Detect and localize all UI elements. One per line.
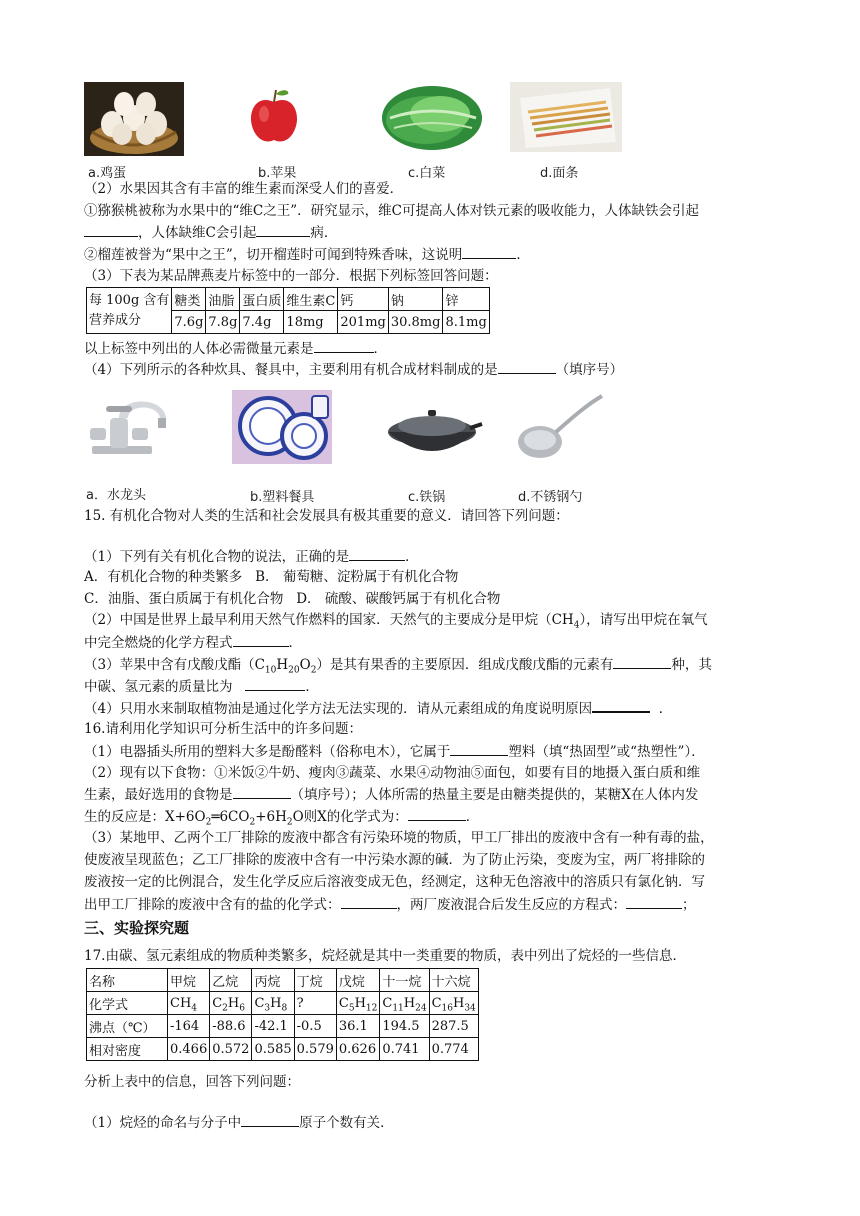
row-label: 沸点（℃） [87,1015,168,1038]
table-cell: 甲烷 [168,969,210,992]
answer-blank[interactable] [592,697,650,713]
cabbage-image [380,84,484,152]
faucet-image [84,388,180,462]
q17-title: 17.由碳、氢元素组成的物质种类繁多，烷烃就是其中一类重要的物质，表中列出了烷烃的一些信息． [84,948,686,964]
plastic-tableware-image [232,390,332,464]
alkane-row-densities [87,1038,479,1061]
q16-part2-line1: （2）现有以下食物：①米饭②牛奶、瘦肉③蔬菜、水果④动物油⑤面包，如要有目的地摄入蛋白质和维 [84,765,701,781]
answer-blank[interactable] [408,806,466,821]
food-caption-a: a.鸡蛋 [88,166,127,181]
q14-text: ． [373,341,387,357]
nutrient-name: 锌 [443,288,489,311]
table-cell: 戊烷 [336,969,379,992]
iron-wok-image [384,398,484,460]
q16-part3-line3: 废液按一定的比例混合，发生化学反应后溶液变成无色，经测定，这种无色溶液中的溶质只有氯化钠．写 [84,874,705,890]
q17-after-table: 分析上表中的信息，回答下列问题： [84,1074,300,1090]
table-cell: 0.774 [429,1038,478,1061]
table-cell: $C_2H_6$ [210,992,252,1015]
table-cell: $C_{16}H_{34}$ [429,992,478,1015]
table-cell: 0.585 [252,1038,294,1061]
nutrient-name: 蛋白质 [240,288,284,311]
q14-part2-line3 [84,244,530,265]
nutrient-value: 7.8g [206,311,240,334]
alkane-row-formulas [87,992,479,1015]
q15-part4: （4）只用水来制取植物油是通过化学方法无法实现的．请从元素组成的角度说明原因 ． [84,697,672,719]
nutrient-name: 钙 [338,288,388,311]
table-cell: -0.5 [294,1015,336,1038]
q15-text: ． [405,549,419,565]
answer-blank[interactable] [314,338,374,353]
answer-blank[interactable] [626,894,682,909]
row-label: 化学式 [87,992,168,1015]
nutrient-value: 30.8mg [388,311,443,334]
q16-part2-line3: 生的反应是：$X+6O_2═6CO_2+6H_2O$则X的化学式为： ． [84,806,479,827]
q15-title: 15. 有机化合物对人类的生活和社会发展具有极其重要的意义．请回答下列问题： [84,508,569,524]
answer-blank[interactable] [256,222,310,237]
q16-part1: （1）电器插头所用的塑料大多是酚醛料（俗称电木），它属于 塑料（填“热固型”或“热塑性”）． [84,741,705,762]
answer-blank[interactable] [450,741,508,756]
q16-part3-line1: （3）某地甲、乙两个工厂排除的废液中都含有污染环境的物质，甲工厂排出的废液中含有一种有毒的盐， [84,830,714,846]
nutrient-name: 钠 [388,288,443,311]
alkane-table [86,968,479,1061]
table-cell: ? [294,992,336,1015]
row-label: 相对密度 [87,1038,168,1061]
q14-text: 病． [310,225,338,241]
nutrient-value: 8.1mg [443,311,489,334]
table-cell: -164 [168,1015,210,1038]
table-cell: -88.6 [210,1015,252,1038]
q14-part2-line1 [84,201,699,221]
answer-blank[interactable] [498,359,556,374]
food-caption-b: b.苹果 [258,166,297,181]
q14-text: ②榴莲被誉为“果中之王”，切开榴莲时可闻到特殊香味，这说明 [84,247,463,263]
q15-text: （1）下列有关有机化合物的说法，正确的是 [84,549,350,565]
option-d[interactable]: D． 硫酸、碳酸钙属于有机化合物 [296,591,501,607]
q14-text: （4）下列所示的各种炊具、餐具中，主要利用有机合成材料制成的是 [84,362,498,378]
steel-spoon-image [510,392,606,466]
answer-blank[interactable] [349,546,405,561]
answer-blank[interactable] [233,784,291,799]
nutrient-value: 7.6g [172,311,206,334]
option-c[interactable]: C．油脂、蛋白质属于有机化合物 [84,591,284,607]
table-cell: 194.5 [380,1015,429,1038]
table-cell: -42.1 [252,1015,294,1038]
nutrient-name: 维生素C [284,288,338,311]
q15-part2-line2: 中完全燃烧的化学方程式 ． [84,632,302,653]
table-cell: 0.579 [294,1038,336,1061]
q16-title: 16.请利用化学知识可分析生活中的许多问题： [84,721,362,737]
q14-text: 以上标签中列出的人体必需微量元素是 [84,341,314,357]
alkane-row-names [87,969,479,992]
answer-blank[interactable] [241,1112,299,1127]
answer-blank[interactable] [462,244,516,259]
nutrition-header: 每 100g 含有 营养成分 [87,288,172,334]
option-a[interactable]: A．有机化合物的种类繁多 [84,569,243,585]
q14-part2-line2 [84,222,337,243]
nutrition-table [86,287,490,334]
q15-part2-line1: （2）中国是世界上最早利用天然气作燃料的国家．天然气的主要成分是甲烷$(CH_4)$，请写出甲烷在氧气 [84,612,708,631]
table-cell: 0.626 [336,1038,379,1061]
nutrient-name: 油脂 [206,288,240,311]
alkane-row-boiling-points [87,1015,479,1038]
table-cell: 十六烷 [429,969,478,992]
table-cell: $C_{11}H_{24}$ [380,992,429,1015]
ware-caption-b: b.塑料餐具 [250,490,315,505]
q15-options-ab [84,567,458,587]
food-caption-c: c.白菜 [408,166,446,181]
table-cell: 丙烷 [252,969,294,992]
row-label: 名称 [87,969,168,992]
q15-part3-line2: 中碳、氢元素的质量比为 ． [84,676,319,697]
q14-text: ①猕猴桃被称为水果中的“维C之王”．研究显示，维C可提高人体对铁元素的吸收能力，人体缺铁会引起 [84,203,699,219]
table-cell: 0.466 [168,1038,210,1061]
q16-part3-line2: 使废液呈现蓝色；乙工厂排除的废液中含有一中污染水源的碱．为了防止污染，变废为宝，两厂将排除的 [84,852,705,868]
answer-blank[interactable] [613,654,671,669]
nutrient-value: 18mg [284,311,338,334]
q17-part1: （1）烷烃的命名与分子中 原子个数有关． [84,1112,394,1133]
table-cell: $C_3H_8$ [252,992,294,1015]
q15-part3-line1: （3）苹果中含有戊酸戊酯$(C_{10}H_{20}O_2)$是其有果香的主要原因．组成戊酸戊酯的元素有 种，其 [84,654,712,675]
section-heading: 三、实验探究题 [84,919,190,937]
q14-part4-question [84,359,623,380]
option-b[interactable]: B． 葡萄糖、淀粉属于有机化合物 [255,569,459,585]
table-cell: 丁烷 [294,969,336,992]
nutrient-value: 201mg [338,311,388,334]
apple-image [248,86,300,146]
egg-image [84,82,184,156]
answer-blank[interactable] [245,676,305,691]
q14-part2-title: （2）水果因其含有丰富的维生素而深受人们的喜爱． [84,181,404,197]
q15-options-cd [84,589,500,609]
nutrient-name: 糖类 [172,288,206,311]
table-cell: 0.741 [380,1038,429,1061]
table-cell: 0.572 [210,1038,252,1061]
q16-part2-line2: 生素，最好选用的食物是 （填序号）；人体所需的热量主要是由糖类提供的，某糖X在人体内发 [84,784,698,805]
table-cell: $CH_4$ [168,992,210,1015]
table-cell: $C_5H_{12}$ [336,992,379,1015]
ware-caption-a: a．水龙头 [86,488,146,503]
table-cell: 乙烷 [210,969,252,992]
q14-text: ，人体缺维C会引起 [138,225,257,241]
q14-text: （填序号） [555,362,624,378]
q14-part3-title: （3）下表为某品牌燕麦片标签中的一部分．根据下列标签回答问题： [84,268,498,284]
q14-text: ． [516,247,530,263]
answer-blank[interactable] [341,894,397,909]
answer-blank[interactable] [233,632,289,647]
table-cell: 36.1 [336,1015,379,1038]
food-caption-d: d.面条 [540,166,579,181]
nutrient-value: 7.4g [240,311,284,334]
noodles-image [510,82,622,152]
table-cell: 十一烷 [380,969,429,992]
ware-caption-d: d.不锈钢勺 [518,490,583,505]
q15-part1 [84,546,419,567]
table-cell: 287.5 [429,1015,478,1038]
ware-caption-c: c.铁锅 [408,490,446,505]
q16-part3-line4: 出甲工厂排除的废液中含有的盐的化学式： ，两厂废液混合后发生反应的方程式： ； [84,894,696,915]
q14-part3-question [84,338,387,359]
answer-blank[interactable] [84,222,138,237]
